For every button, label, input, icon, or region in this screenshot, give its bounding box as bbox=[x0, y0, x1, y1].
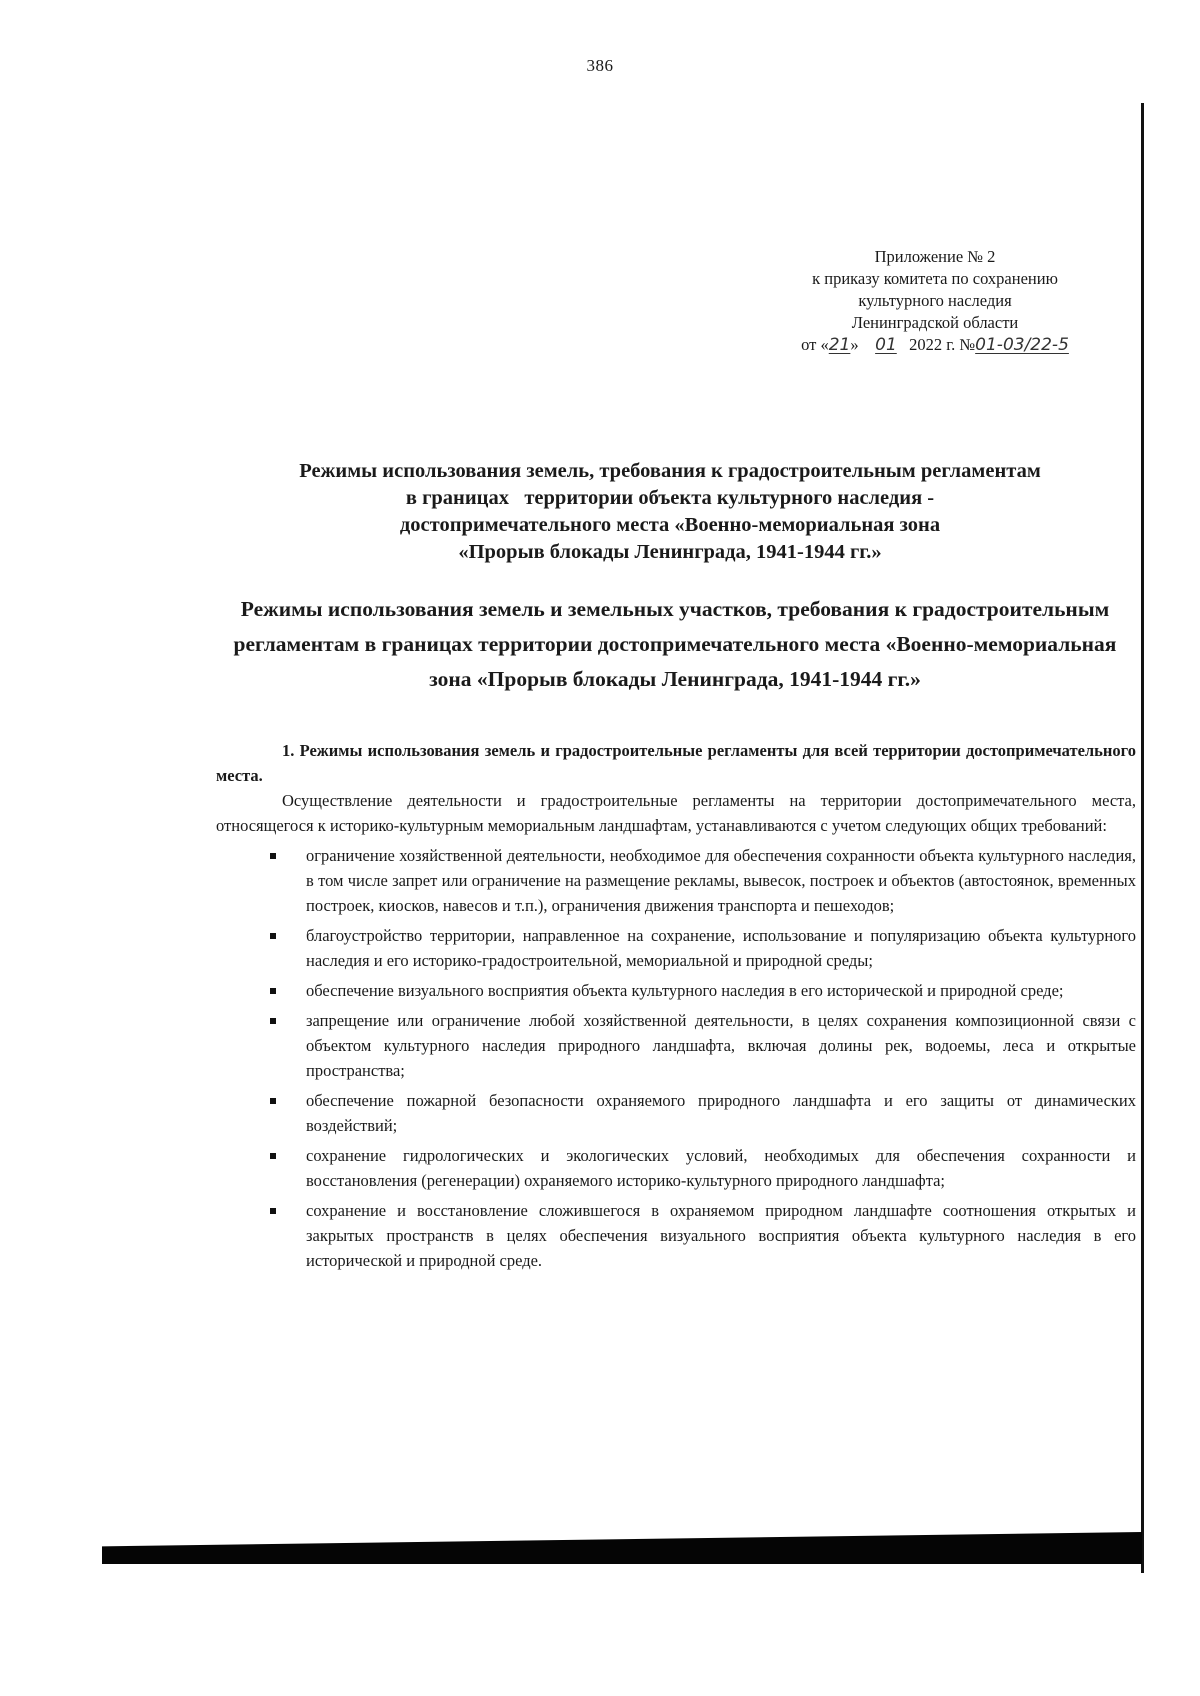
list-item bbox=[306, 1143, 1136, 1193]
section-heading: 1. Режимы использования земель и градостроительные регламенты для всей территории достопримечательного места. bbox=[216, 741, 1136, 785]
date-prefix: от « bbox=[801, 335, 829, 354]
date-day: 21 bbox=[828, 335, 851, 355]
list-item-text: благоустройство территории, направленное на сохранение, использование и популяризацию объекта культурного наследия и его историко-градостроительной, мемориальной и природной среды; bbox=[306, 926, 1136, 970]
date-mid: » bbox=[850, 335, 859, 354]
appendix-line-4: Ленинградской области bbox=[851, 313, 1019, 332]
main-title-line-4: «Прорыв блокады Ленинграда, 1941-1944 гг.» bbox=[458, 541, 882, 563]
date-year: 2022 г. № bbox=[909, 335, 976, 354]
bullet-icon bbox=[270, 1018, 276, 1024]
scan-edge-line bbox=[1141, 103, 1144, 1573]
list-item-text: сохранение гидрологических и экологических условий, необходимых для обеспечения сохранности и восстановления (регенерации) охраняемого историко-культурного природного ландшафта; bbox=[306, 1146, 1136, 1190]
list-item bbox=[306, 843, 1136, 918]
appendix-date-line bbox=[730, 334, 1140, 356]
list-item bbox=[306, 1198, 1136, 1273]
scan-bottom-shadow bbox=[102, 1532, 1142, 1564]
list-item-text: обеспечение пожарной безопасности охраняемого природного ландшафта и его защиты от динамических воздействий; bbox=[306, 1091, 1136, 1135]
appendix-line-2: к приказу комитета по сохранению bbox=[812, 269, 1058, 288]
bullet-icon bbox=[270, 933, 276, 939]
appendix-line-3: культурного наследия bbox=[858, 291, 1012, 310]
list-item-text: запрещение или ограничение любой хозяйственной деятельности, в целях сохранения композиционной связи с объектом культурного наследия природного ландшафта, включая долины рек, водоемы, леса и открытые пространства; bbox=[306, 1011, 1136, 1080]
main-title bbox=[190, 458, 1150, 566]
date-month: 01 bbox=[875, 335, 897, 355]
order-number: 01-03/22-5 bbox=[975, 335, 1069, 355]
list-item-text: сохранение и восстановление сложившегося в охраняемом природном ландшафте соотношения открытых и закрытых пространств в целях обеспечения визуального восприятия объекта культурного наследия в его исторической и природной среде. bbox=[306, 1201, 1136, 1270]
appendix-line-1: Приложение № 2 bbox=[874, 247, 996, 266]
section-intro: Осуществление деятельности и градостроительные регламенты на территории достопримечательного места, относящегося к историко-культурным мемориальным ландшафтам, устанавливаются с учетом следующих общих требований: bbox=[216, 791, 1136, 835]
list-item bbox=[306, 1088, 1136, 1138]
bullet-icon bbox=[270, 1208, 276, 1214]
list-item-text: обеспечение визуального восприятия объекта культурного наследия в его исторической и природной среде; bbox=[306, 981, 1064, 1000]
bullet-icon bbox=[270, 988, 276, 994]
main-title-line-2: в границах территории объекта культурного наследия - bbox=[405, 487, 935, 509]
main-title-line-1: Режимы использования земель, требования к градостроительным регламентам bbox=[299, 460, 1041, 482]
list-item-text: ограничение хозяйственной деятельности, необходимое для обеспечения сохранности объекта культурного наследия, в том числе запрет или ограничение на размещение рекламы, вывесок, построек и объектов (автостоянок, временных построек, киосков, навесов и т.п.), ограничения движения транспорта и пешеходов; bbox=[306, 846, 1136, 915]
main-title-line-3: достопримечательного места «Военно-мемориальная зона bbox=[399, 514, 941, 536]
list-item bbox=[306, 978, 1136, 1003]
bullet-icon bbox=[270, 1153, 276, 1159]
sub-title: Режимы использования земель и земельных участков, требования к градостроительным регламентам в границах территории достопримечательного места «Военно-мемориальная зона «Прорыв блокады Ленинграда, 1941-1944 гг.» bbox=[233, 597, 1117, 691]
requirements-list bbox=[216, 843, 1136, 1273]
section-1 bbox=[216, 738, 1136, 1273]
appendix-block bbox=[730, 246, 1140, 356]
page-number: 386 bbox=[586, 56, 614, 75]
bullet-icon bbox=[270, 1098, 276, 1104]
list-item bbox=[306, 1008, 1136, 1083]
bullet-icon bbox=[270, 853, 276, 859]
list-item bbox=[306, 923, 1136, 973]
